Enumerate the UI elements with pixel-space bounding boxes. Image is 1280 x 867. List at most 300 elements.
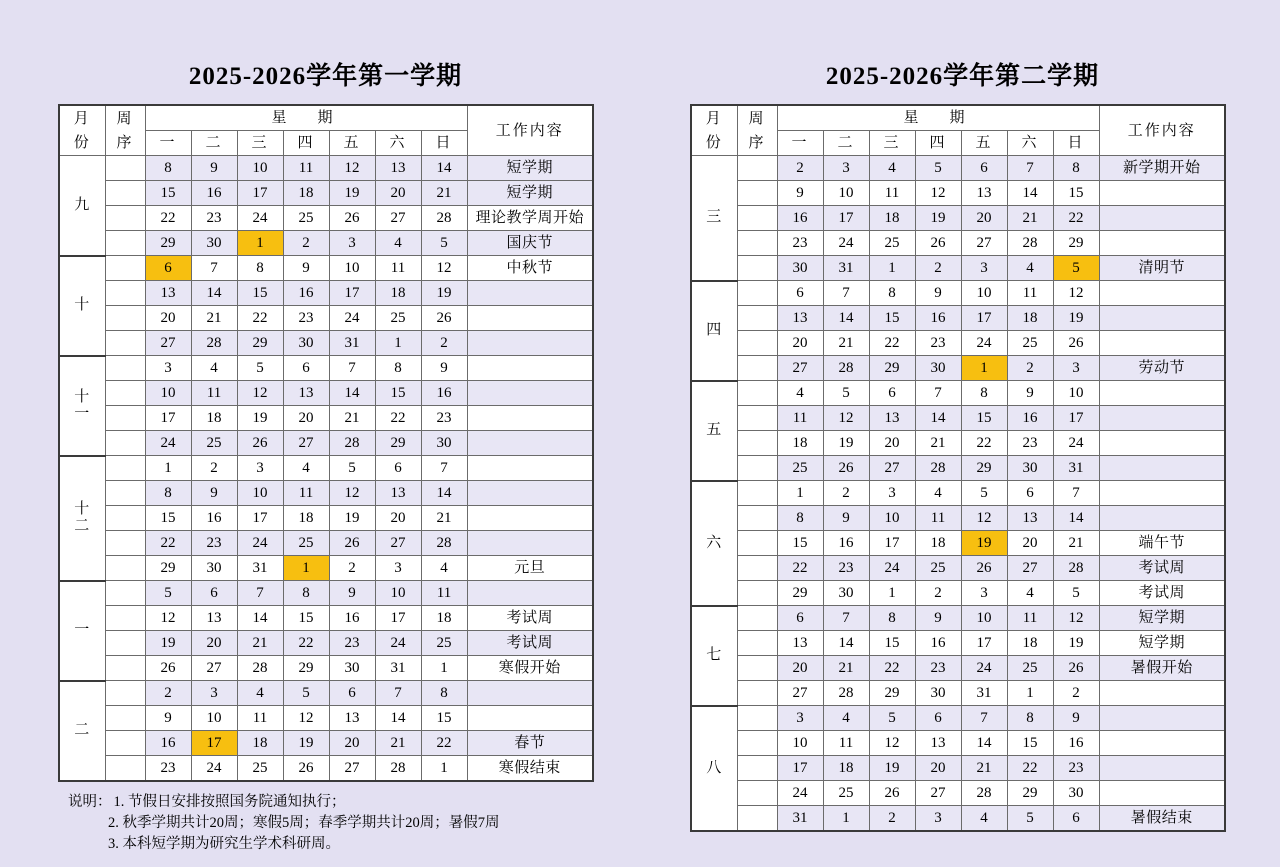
day-cell: 20 bbox=[915, 756, 961, 781]
day-cell: 5 bbox=[915, 156, 961, 181]
work-content-cell bbox=[1099, 406, 1225, 431]
day-cell: 3 bbox=[961, 256, 1007, 281]
day-cell: 23 bbox=[283, 306, 329, 331]
work-content-cell: 考试周 bbox=[467, 606, 593, 631]
day-cell: 2 bbox=[283, 231, 329, 256]
day-cell: 23 bbox=[421, 406, 467, 431]
day-cell: 22 bbox=[777, 556, 823, 581]
day-cell: 29 bbox=[869, 681, 915, 706]
day-cell: 17 bbox=[237, 506, 283, 531]
day-cell: 24 bbox=[869, 556, 915, 581]
day-cell: 10 bbox=[961, 606, 1007, 631]
day-cell: 6 bbox=[145, 256, 191, 281]
table-row bbox=[59, 481, 593, 506]
week-number: 12 bbox=[105, 431, 145, 456]
work-content-cell: 中秋节 bbox=[467, 256, 593, 281]
day-cell: 26 bbox=[237, 431, 283, 456]
day-cell: 26 bbox=[283, 756, 329, 782]
work-content-cell: 劳动节 bbox=[1099, 356, 1225, 381]
semester-1-table-body bbox=[59, 156, 593, 782]
day-cell: 4 bbox=[1007, 256, 1053, 281]
day-cell: 14 bbox=[421, 156, 467, 181]
table-row bbox=[691, 581, 1225, 606]
day-cell: 6 bbox=[375, 456, 421, 481]
day-cell: 22 bbox=[961, 431, 1007, 456]
month-label: 四 bbox=[691, 281, 737, 381]
day-cell: 14 bbox=[823, 306, 869, 331]
week-number: 14 bbox=[737, 481, 777, 506]
table-row bbox=[691, 631, 1225, 656]
day-cell: 17 bbox=[961, 631, 1007, 656]
day-cell: 14 bbox=[237, 606, 283, 631]
week-number: 11 bbox=[105, 406, 145, 431]
header-weekday-thu: 四 bbox=[283, 131, 329, 156]
day-cell: 8 bbox=[421, 681, 467, 706]
day-cell: 17 bbox=[329, 281, 375, 306]
day-cell: 29 bbox=[1053, 231, 1099, 256]
day-cell: 10 bbox=[1053, 381, 1099, 406]
week-number: 5 bbox=[737, 256, 777, 281]
day-cell: 1 bbox=[421, 656, 467, 681]
day-cell: 4 bbox=[283, 456, 329, 481]
work-content-cell bbox=[467, 706, 593, 731]
day-cell: 28 bbox=[1053, 556, 1099, 581]
table-row bbox=[691, 431, 1225, 456]
day-cell: 12 bbox=[237, 381, 283, 406]
day-cell: 30 bbox=[283, 331, 329, 356]
day-cell: 11 bbox=[283, 481, 329, 506]
month-label: 十 一 bbox=[59, 356, 105, 456]
table-row bbox=[691, 656, 1225, 681]
day-cell: 25 bbox=[777, 456, 823, 481]
day-cell: 19 bbox=[1053, 631, 1099, 656]
day-cell: 7 bbox=[915, 381, 961, 406]
day-cell: 2 bbox=[191, 456, 237, 481]
work-content-cell bbox=[467, 331, 593, 356]
month-label: 五 bbox=[691, 381, 737, 481]
day-cell: 22 bbox=[1053, 206, 1099, 231]
day-cell: 18 bbox=[777, 431, 823, 456]
day-cell: 1 bbox=[375, 331, 421, 356]
day-cell: 13 bbox=[1007, 506, 1053, 531]
day-cell: 18 bbox=[1007, 631, 1053, 656]
day-cell: 9 bbox=[1053, 706, 1099, 731]
day-cell: 8 bbox=[961, 381, 1007, 406]
day-cell: 24 bbox=[191, 756, 237, 782]
day-cell: 28 bbox=[1007, 231, 1053, 256]
day-cell: 30 bbox=[191, 231, 237, 256]
day-cell: 20 bbox=[375, 181, 421, 206]
day-cell: 19 bbox=[329, 506, 375, 531]
day-cell: 2 bbox=[823, 481, 869, 506]
day-cell: 8 bbox=[237, 256, 283, 281]
table-row bbox=[59, 556, 593, 581]
day-cell: 4 bbox=[777, 381, 823, 406]
table-row bbox=[691, 806, 1225, 832]
day-cell: 7 bbox=[237, 581, 283, 606]
day-cell: 26 bbox=[1053, 331, 1099, 356]
day-cell: 15 bbox=[145, 506, 191, 531]
day-cell: 28 bbox=[375, 756, 421, 782]
day-cell: 30 bbox=[329, 656, 375, 681]
day-cell: 12 bbox=[823, 406, 869, 431]
week-number: 8 bbox=[105, 331, 145, 356]
table-row bbox=[59, 156, 593, 181]
day-cell: 13 bbox=[375, 481, 421, 506]
day-cell: 23 bbox=[191, 206, 237, 231]
week-number: 8 bbox=[737, 331, 777, 356]
work-content-cell: 寒假结束 bbox=[467, 756, 593, 782]
table-row bbox=[691, 206, 1225, 231]
month-label: 八 bbox=[691, 706, 737, 832]
day-cell: 14 bbox=[1007, 181, 1053, 206]
day-cell: 14 bbox=[961, 731, 1007, 756]
table-row bbox=[691, 531, 1225, 556]
day-cell: 12 bbox=[1053, 281, 1099, 306]
day-cell: 5 bbox=[421, 231, 467, 256]
day-cell: 12 bbox=[915, 181, 961, 206]
day-cell: 2 bbox=[421, 331, 467, 356]
day-cell: 28 bbox=[823, 681, 869, 706]
week-number: 24 bbox=[737, 731, 777, 756]
day-cell: 19 bbox=[869, 756, 915, 781]
day-cell: 4 bbox=[191, 356, 237, 381]
day-cell: 23 bbox=[145, 756, 191, 782]
day-cell: 3 bbox=[237, 456, 283, 481]
day-cell: 24 bbox=[375, 631, 421, 656]
table-row bbox=[691, 456, 1225, 481]
day-cell: 27 bbox=[329, 756, 375, 782]
table-row bbox=[59, 181, 593, 206]
day-cell: 5 bbox=[1007, 806, 1053, 832]
day-cell: 8 bbox=[869, 606, 915, 631]
table-row bbox=[691, 706, 1225, 731]
day-cell: 18 bbox=[1007, 306, 1053, 331]
day-cell: 28 bbox=[191, 331, 237, 356]
day-cell: 2 bbox=[869, 806, 915, 832]
day-cell: 19 bbox=[823, 431, 869, 456]
day-cell: 6 bbox=[1007, 481, 1053, 506]
day-cell: 28 bbox=[421, 531, 467, 556]
day-cell: 10 bbox=[823, 181, 869, 206]
day-cell: 21 bbox=[191, 306, 237, 331]
work-content-cell bbox=[467, 406, 593, 431]
day-cell: 28 bbox=[961, 781, 1007, 806]
work-content-cell bbox=[467, 506, 593, 531]
footnote-line-1 bbox=[68, 792, 603, 813]
table-row bbox=[59, 456, 593, 481]
work-content-cell bbox=[1099, 331, 1225, 356]
day-cell: 18 bbox=[823, 756, 869, 781]
day-cell: 17 bbox=[191, 731, 237, 756]
day-cell: 27 bbox=[145, 331, 191, 356]
footnote-label: 说明： bbox=[68, 794, 112, 810]
day-cell: 22 bbox=[237, 306, 283, 331]
day-cell: 1 bbox=[421, 756, 467, 782]
day-cell: 15 bbox=[869, 631, 915, 656]
day-cell: 23 bbox=[1007, 431, 1053, 456]
day-cell: 18 bbox=[191, 406, 237, 431]
day-cell: 21 bbox=[1053, 531, 1099, 556]
day-cell: 31 bbox=[777, 806, 823, 832]
day-cell: 18 bbox=[283, 506, 329, 531]
work-content-cell: 寒假开始 bbox=[467, 656, 593, 681]
day-cell: 1 bbox=[1007, 681, 1053, 706]
work-content-cell: 国庆节 bbox=[467, 231, 593, 256]
table-row bbox=[691, 356, 1225, 381]
month-label: 二 bbox=[59, 681, 105, 782]
day-cell: 16 bbox=[421, 381, 467, 406]
day-cell: 25 bbox=[421, 631, 467, 656]
work-content-cell: 新学期开始 bbox=[1099, 156, 1225, 181]
day-cell: 15 bbox=[777, 531, 823, 556]
day-cell: 26 bbox=[823, 456, 869, 481]
day-cell: 9 bbox=[915, 281, 961, 306]
day-cell: 13 bbox=[283, 381, 329, 406]
header-weekday-sat: 六 bbox=[1007, 131, 1053, 156]
day-cell: 5 bbox=[869, 706, 915, 731]
day-cell: 21 bbox=[823, 331, 869, 356]
day-cell: 1 bbox=[237, 231, 283, 256]
day-cell: 2 bbox=[1053, 681, 1099, 706]
day-cell: 9 bbox=[915, 606, 961, 631]
day-cell: 29 bbox=[869, 356, 915, 381]
week-number: 6 bbox=[105, 281, 145, 306]
table-row bbox=[59, 231, 593, 256]
table-row bbox=[59, 631, 593, 656]
day-cell: 19 bbox=[421, 281, 467, 306]
day-cell: 23 bbox=[191, 531, 237, 556]
day-cell: 4 bbox=[823, 706, 869, 731]
day-cell: 20 bbox=[375, 506, 421, 531]
day-cell: 11 bbox=[375, 256, 421, 281]
week-number: 7 bbox=[737, 306, 777, 331]
table-row bbox=[59, 406, 593, 431]
day-cell: 15 bbox=[961, 406, 1007, 431]
day-cell: 26 bbox=[915, 231, 961, 256]
day-cell: 11 bbox=[237, 706, 283, 731]
day-cell: 3 bbox=[823, 156, 869, 181]
day-cell: 16 bbox=[145, 731, 191, 756]
day-cell: 23 bbox=[915, 331, 961, 356]
day-cell: 21 bbox=[1007, 206, 1053, 231]
week-number: 12 bbox=[737, 431, 777, 456]
table-row bbox=[691, 506, 1225, 531]
day-cell: 7 bbox=[421, 456, 467, 481]
table-row bbox=[59, 356, 593, 381]
day-cell: 11 bbox=[777, 406, 823, 431]
work-content-cell: 元旦 bbox=[467, 556, 593, 581]
header-weekday-mon: 一 bbox=[145, 131, 191, 156]
week-number: 27 bbox=[737, 806, 777, 832]
table-row bbox=[59, 381, 593, 406]
day-cell: 5 bbox=[145, 581, 191, 606]
semester-2-table-body bbox=[691, 156, 1225, 832]
day-cell: 7 bbox=[1007, 156, 1053, 181]
day-cell: 29 bbox=[145, 231, 191, 256]
day-cell: 9 bbox=[823, 506, 869, 531]
header-month: 月 份 bbox=[691, 105, 737, 156]
day-cell: 20 bbox=[777, 656, 823, 681]
work-content-cell bbox=[1099, 456, 1225, 481]
day-cell: 3 bbox=[375, 556, 421, 581]
day-cell: 13 bbox=[329, 706, 375, 731]
day-cell: 21 bbox=[961, 756, 1007, 781]
header-week: 周 序 bbox=[737, 105, 777, 156]
week-number: 21 bbox=[105, 656, 145, 681]
header-month: 月 份 bbox=[59, 105, 105, 156]
day-cell: 23 bbox=[329, 631, 375, 656]
day-cell: 24 bbox=[237, 206, 283, 231]
table-row bbox=[691, 406, 1225, 431]
day-cell: 27 bbox=[375, 531, 421, 556]
day-cell: 27 bbox=[1007, 556, 1053, 581]
day-cell: 9 bbox=[777, 181, 823, 206]
work-content-cell bbox=[1099, 381, 1225, 406]
table-row bbox=[691, 231, 1225, 256]
day-cell: 4 bbox=[1007, 581, 1053, 606]
footnote-line-2 bbox=[68, 813, 603, 834]
day-cell: 25 bbox=[915, 556, 961, 581]
work-content-cell bbox=[1099, 706, 1225, 731]
week-number: 20 bbox=[737, 631, 777, 656]
day-cell: 14 bbox=[329, 381, 375, 406]
day-cell: 6 bbox=[191, 581, 237, 606]
day-cell: 21 bbox=[421, 181, 467, 206]
day-cell: 5 bbox=[961, 481, 1007, 506]
work-content-cell: 短学期 bbox=[467, 156, 593, 181]
day-cell: 26 bbox=[869, 781, 915, 806]
day-cell: 30 bbox=[1007, 456, 1053, 481]
day-cell: 31 bbox=[237, 556, 283, 581]
day-cell: 23 bbox=[777, 231, 823, 256]
day-cell: 14 bbox=[823, 631, 869, 656]
day-cell: 10 bbox=[237, 156, 283, 181]
week-number: 25 bbox=[737, 756, 777, 781]
day-cell: 15 bbox=[1007, 731, 1053, 756]
day-cell: 7 bbox=[1053, 481, 1099, 506]
day-cell: 31 bbox=[375, 656, 421, 681]
day-cell: 8 bbox=[777, 506, 823, 531]
month-label: 十 bbox=[59, 256, 105, 356]
week-number: 24 bbox=[105, 731, 145, 756]
day-cell: 18 bbox=[237, 731, 283, 756]
day-cell: 22 bbox=[1007, 756, 1053, 781]
day-cell: 16 bbox=[191, 181, 237, 206]
work-content-cell bbox=[467, 456, 593, 481]
day-cell: 18 bbox=[915, 531, 961, 556]
day-cell: 29 bbox=[145, 556, 191, 581]
footnote-line-3 bbox=[68, 834, 603, 855]
day-cell: 15 bbox=[869, 306, 915, 331]
work-content-cell bbox=[467, 481, 593, 506]
week-number: 17 bbox=[737, 556, 777, 581]
header-weekday-tue: 二 bbox=[191, 131, 237, 156]
week-number: 10 bbox=[105, 381, 145, 406]
work-content-cell bbox=[467, 306, 593, 331]
table-row bbox=[691, 331, 1225, 356]
table-row bbox=[691, 256, 1225, 281]
day-cell: 3 bbox=[777, 706, 823, 731]
day-cell: 13 bbox=[915, 731, 961, 756]
day-cell: 1 bbox=[777, 481, 823, 506]
semester-2 bbox=[690, 0, 1235, 832]
work-content-cell bbox=[1099, 281, 1225, 306]
day-cell: 13 bbox=[777, 631, 823, 656]
work-content-cell: 春节 bbox=[467, 731, 593, 756]
table-row bbox=[691, 731, 1225, 756]
table-row bbox=[59, 706, 593, 731]
day-cell: 9 bbox=[191, 481, 237, 506]
week-number: 1 bbox=[105, 156, 145, 181]
day-cell: 22 bbox=[145, 531, 191, 556]
day-cell: 21 bbox=[237, 631, 283, 656]
day-cell: 22 bbox=[375, 406, 421, 431]
week-number: 15 bbox=[105, 506, 145, 531]
day-cell: 27 bbox=[283, 431, 329, 456]
day-cell: 2 bbox=[1007, 356, 1053, 381]
day-cell: 11 bbox=[283, 156, 329, 181]
week-number: 26 bbox=[737, 781, 777, 806]
day-cell: 29 bbox=[237, 331, 283, 356]
week-number: 21 bbox=[737, 656, 777, 681]
day-cell: 13 bbox=[145, 281, 191, 306]
day-cell: 3 bbox=[145, 356, 191, 381]
day-cell: 1 bbox=[869, 256, 915, 281]
week-number: 23 bbox=[105, 706, 145, 731]
week-number: 19 bbox=[737, 606, 777, 631]
day-cell: 6 bbox=[777, 281, 823, 306]
day-cell: 26 bbox=[329, 531, 375, 556]
table-row bbox=[691, 481, 1225, 506]
day-cell: 10 bbox=[869, 506, 915, 531]
day-cell: 14 bbox=[915, 406, 961, 431]
day-cell: 25 bbox=[869, 231, 915, 256]
day-cell: 19 bbox=[915, 206, 961, 231]
day-cell: 5 bbox=[1053, 256, 1099, 281]
day-cell: 2 bbox=[915, 581, 961, 606]
day-cell: 17 bbox=[961, 306, 1007, 331]
work-content-cell: 暑假结束 bbox=[1099, 806, 1225, 832]
day-cell: 20 bbox=[145, 306, 191, 331]
table-row bbox=[691, 781, 1225, 806]
header-weekday-thu: 四 bbox=[915, 131, 961, 156]
table-row bbox=[59, 306, 593, 331]
day-cell: 2 bbox=[777, 156, 823, 181]
day-cell: 3 bbox=[329, 231, 375, 256]
work-content-cell: 短学期 bbox=[1099, 606, 1225, 631]
day-cell: 17 bbox=[237, 181, 283, 206]
work-content-cell: 考试周 bbox=[467, 631, 593, 656]
work-content-cell: 短学期 bbox=[1099, 631, 1225, 656]
day-cell: 9 bbox=[329, 581, 375, 606]
day-cell: 21 bbox=[375, 731, 421, 756]
table-row bbox=[691, 556, 1225, 581]
day-cell: 15 bbox=[237, 281, 283, 306]
day-cell: 19 bbox=[145, 631, 191, 656]
work-content-cell bbox=[1099, 206, 1225, 231]
day-cell: 17 bbox=[869, 531, 915, 556]
work-content-cell: 暑假开始 bbox=[1099, 656, 1225, 681]
header-note: 工作内容 bbox=[1099, 105, 1225, 156]
day-cell: 18 bbox=[375, 281, 421, 306]
week-number: 23 bbox=[737, 706, 777, 731]
header-weekday-sat: 六 bbox=[375, 131, 421, 156]
week-number: 9 bbox=[737, 356, 777, 381]
day-cell: 1 bbox=[283, 556, 329, 581]
day-cell: 13 bbox=[375, 156, 421, 181]
day-cell: 26 bbox=[1053, 656, 1099, 681]
